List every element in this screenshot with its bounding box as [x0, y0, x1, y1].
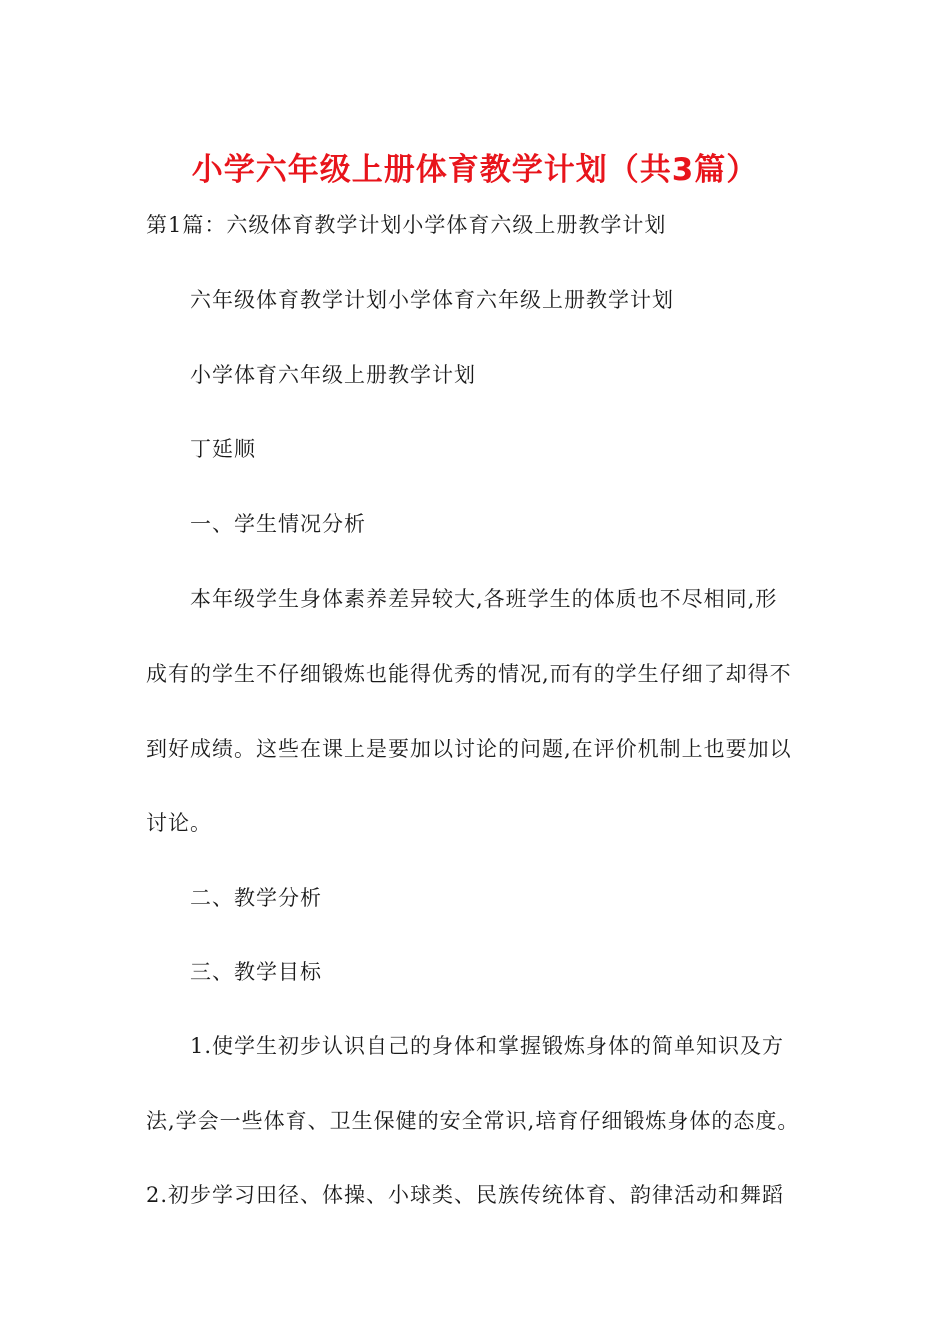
- paragraph-line: 到好成绩。这些在课上是要加以讨论的问题,在评价机制上也要加以: [146, 737, 792, 761]
- author-name: 丁延顺: [190, 437, 256, 461]
- paragraph-line: 法,学会一些体育、卫生保健的安全常识,培育仔细锻炼身体的态度。: [146, 1109, 800, 1133]
- paragraph-line: 小学体育六年级上册教学计划: [190, 363, 476, 387]
- section-heading-part-1: 第1篇：六级体育教学计划小学体育六级上册教学计划: [146, 213, 667, 237]
- paragraph-line: 2.初步学习田径、体操、小球类、民族传统体育、韵律活动和舞蹈: [146, 1183, 785, 1207]
- section-heading-student-analysis: 一、学生情况分析: [190, 512, 366, 536]
- document-title: 小学六年级上册体育教学计划（共3篇）: [191, 152, 759, 188]
- paragraph-line: 成有的学生不仔细锻炼也能得优秀的情况,而有的学生仔细了却得不: [146, 662, 792, 686]
- paragraph-line: 本年级学生身体素养差异较大,各班学生的体质也不尽相同,形: [190, 587, 778, 611]
- paragraph-line: 六年级体育教学计划小学体育六年级上册教学计划: [190, 288, 674, 312]
- paragraph-line: 讨论。: [146, 811, 212, 835]
- paragraph-line: 1.使学生初步认识自己的身体和掌握锻炼身体的简单知识及方: [190, 1034, 785, 1058]
- section-heading-teaching-analysis: 二、教学分析: [190, 886, 322, 910]
- section-heading-teaching-goals: 三、教学目标: [190, 960, 322, 984]
